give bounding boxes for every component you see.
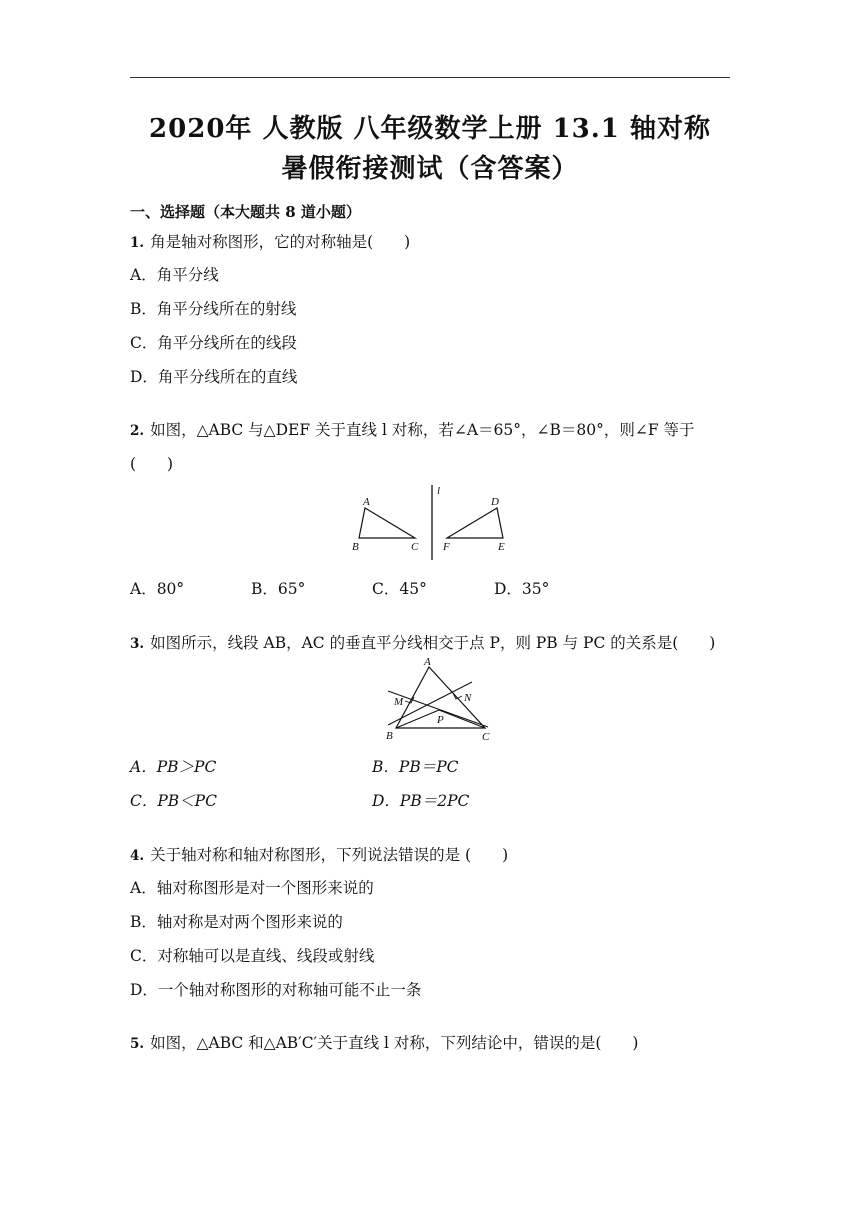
label-l: l: [437, 485, 441, 497]
label-d: D: [491, 496, 499, 508]
question-number: 1.: [130, 235, 145, 251]
question-2-cont: ( ): [130, 455, 174, 473]
question-stem: 角是轴对称图形，它的对称轴是( ): [150, 233, 411, 251]
question-1: [130, 230, 410, 252]
question-stem: 如图所示，线段 AB，AC 的垂直平分线相交于点 P，则 PB 与 PC 的关系是( ): [150, 634, 716, 652]
doc-title-line1: 2020年 人教版 八年级数学上册 13.1 轴对称: [149, 114, 711, 144]
question-stem: 如图，△ABC 和△AB′C′关于直线 l 对称，下列结论中，错误的是( ): [150, 1034, 639, 1052]
label-p: P: [437, 714, 444, 726]
label-e: E: [498, 541, 505, 553]
section-heading: 一、选择题（本大题共 8 道小题）: [130, 203, 361, 221]
q2-option-c: C．45°: [372, 580, 427, 598]
question-5: [130, 1031, 638, 1053]
q3-option-b: B．PB＝PC: [372, 758, 459, 776]
triangle-abc: [359, 508, 415, 538]
question-number: 4.: [130, 848, 145, 864]
label-a: A: [424, 656, 431, 668]
q2-option-b: B．65°: [251, 580, 306, 598]
q4-option-c: C．对称轴可以是直线、线段或射线: [130, 947, 375, 965]
label-c: C: [482, 731, 490, 743]
label-n: N: [464, 692, 472, 704]
q2-option-d: D．35°: [494, 580, 550, 598]
question-stem: 如图，△ABC 与△DEF 关于直线 l 对称，若∠A＝65°，∠B＝80°，则∠F 等于: [150, 421, 695, 439]
q3-figure: [380, 655, 500, 747]
label-b: B: [386, 730, 393, 742]
label-c: C: [411, 541, 419, 553]
label-a: A: [363, 496, 370, 508]
question-2: [130, 418, 695, 440]
q1-option-c: C．角平分线所在的线段: [130, 334, 297, 352]
segment-pc: [439, 710, 485, 728]
q2-option-a: A．80°: [130, 580, 185, 598]
q3-option-d: D．PB＝2PC: [372, 792, 470, 810]
question-number: 2.: [130, 423, 145, 439]
q3-option-a: A．PB＞PC: [130, 758, 217, 776]
q2-figure: [345, 480, 520, 565]
q1-option-d: D．角平分线所在的直线: [130, 368, 298, 386]
label-f: F: [443, 541, 450, 553]
q4-option-d: D．一个轴对称图形的对称轴可能不止一条: [130, 981, 422, 999]
q3-option-c: C．PB＜PC: [130, 792, 217, 810]
header-rule: [130, 77, 730, 78]
label-m: M: [394, 696, 404, 708]
question-4: [130, 843, 508, 865]
triangle-def: [447, 508, 503, 538]
q1-option-b: B．角平分线所在的射线: [130, 300, 297, 318]
question-3: [130, 631, 715, 653]
q1-option-a: A．角平分线: [130, 266, 219, 284]
doc-title-line2: 暑假衔接测试（含答案）: [281, 154, 579, 184]
question-stem: 关于轴对称和轴对称图形，下列说法错误的是 ( ): [150, 846, 509, 864]
q4-option-a: A．轴对称图形是对一个图形来说的: [130, 879, 374, 897]
q4-option-b: B．轴对称是对两个图形来说的: [130, 913, 343, 931]
question-number: 3.: [130, 636, 145, 652]
segment-pb: [396, 710, 439, 728]
label-b: B: [352, 541, 359, 553]
question-number: 5.: [130, 1036, 145, 1052]
